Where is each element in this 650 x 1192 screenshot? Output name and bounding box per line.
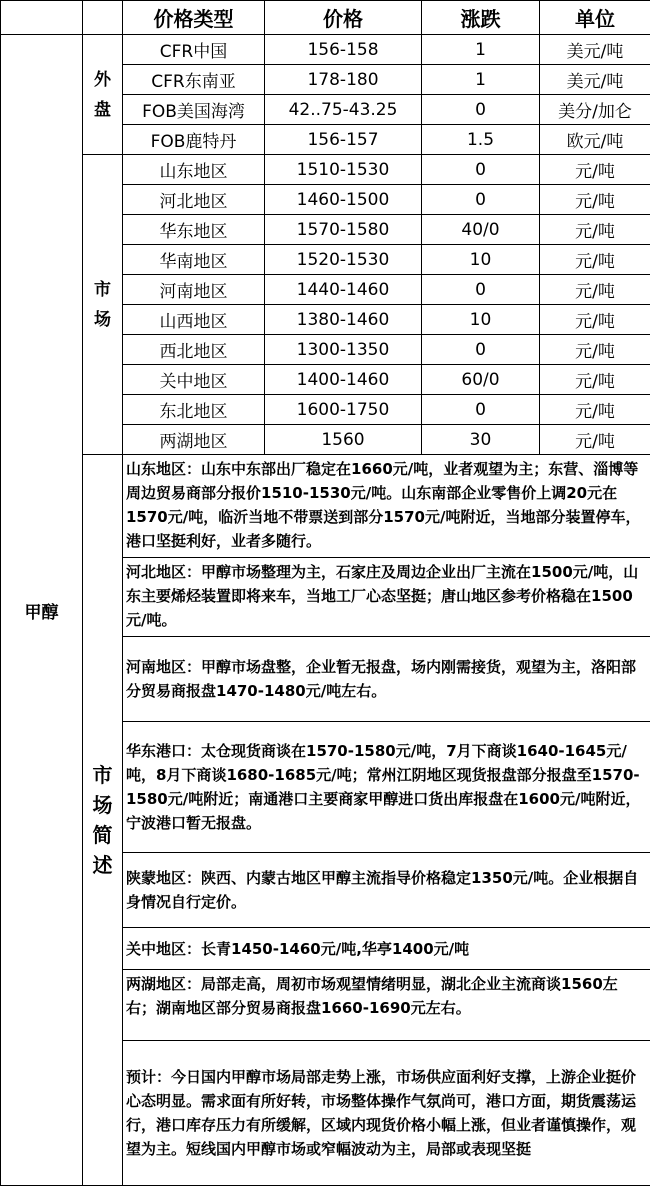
change-cell: 30 xyxy=(422,425,540,455)
price-cell: 1560 xyxy=(265,425,422,455)
change-cell: 60/0 xyxy=(422,365,540,395)
price-cell: 1510-1530 xyxy=(265,155,422,185)
note-henan: 河南地区：甲醇市场盘整，企业暂无报盘，场内刚需接货，观望为主，洛阳部分贸易商报盘1470-1480元/吨左右。 xyxy=(123,637,650,722)
change-cell: 0 xyxy=(422,395,540,425)
header-price: 价格 xyxy=(265,1,422,35)
price-cell: 1440-1460 xyxy=(265,275,422,305)
unit-cell: 美分/加仑 xyxy=(540,95,650,125)
change-cell: 0 xyxy=(422,95,540,125)
note-east-china-port: 华东港口：太仓现货商谈在1570-1580元/吨，7月下商谈1640-1645元/吨，8月下商谈1680-1685元/吨；常州江阴地区现货报盘部分报盘至1570-1580元/吨附近；南通港口主要商家甲醇进口货出库报盘在1600元/吨附近，宁波港口暂无报盘。 xyxy=(123,722,650,853)
region-cell: 西北地区 xyxy=(123,335,265,365)
change-cell: 10 xyxy=(422,245,540,275)
header-unit: 单位 xyxy=(540,1,650,35)
price-cell: 1520-1530 xyxy=(265,245,422,275)
region-cell: FOB鹿特丹 xyxy=(123,125,265,155)
unit-cell: 元/吨 xyxy=(540,215,650,245)
region-cell: FOB美国海湾 xyxy=(123,95,265,125)
region-cell: 华东地区 xyxy=(123,215,265,245)
change-cell: 0 xyxy=(422,155,540,185)
price-cell: 178-180 xyxy=(265,65,422,95)
note-guanzhong: 关中地区：长青1450-1460元/吨,华亭1400元/吨 xyxy=(123,928,650,970)
change-cell: 1.5 xyxy=(422,125,540,155)
header-type: 价格类型 xyxy=(123,1,265,35)
region-cell: 华南地区 xyxy=(123,245,265,275)
price-cell: 1380-1460 xyxy=(265,305,422,335)
region-cell: 东北地区 xyxy=(123,395,265,425)
region-cell: 山东地区 xyxy=(123,155,265,185)
change-cell: 0 xyxy=(422,185,540,215)
unit-cell: 美元/吨 xyxy=(540,65,650,95)
region-cell: 两湖地区 xyxy=(123,425,265,455)
price-cell: 156-158 xyxy=(265,35,422,65)
price-cell: 156-157 xyxy=(265,125,422,155)
unit-cell: 美元/吨 xyxy=(540,35,650,65)
note-shandong: 山东地区：山东中东部出厂稳定在1660元/吨，业者观望为主；东营、淄博等周边贸易商部分报价1510-1530元/吨。山东南部企业零售价上调20元在1570元/吨，临沂当地不带票送到部分1570元/吨附近，当地部分装置停车，港口坚挺利好，业者多随行。 xyxy=(123,455,650,558)
note-shaanxi-mongolia: 陕蒙地区：陕西、内蒙古地区甲醇主流指导价格稳定1350元/吨。企业根据自身情况自行定价。 xyxy=(123,853,650,928)
unit-cell: 元/吨 xyxy=(540,155,650,185)
price-cell: 42..75-43.25 xyxy=(265,95,422,125)
product-name: 甲醇 xyxy=(1,35,83,1186)
unit-cell: 元/吨 xyxy=(540,365,650,395)
change-cell: 40/0 xyxy=(422,215,540,245)
region-cell: 河南地区 xyxy=(123,275,265,305)
change-cell: 1 xyxy=(422,35,540,65)
change-cell: 0 xyxy=(422,335,540,365)
unit-cell: 元/吨 xyxy=(540,335,650,365)
price-cell: 1300-1350 xyxy=(265,335,422,365)
unit-cell: 元/吨 xyxy=(540,305,650,335)
unit-cell: 元/吨 xyxy=(540,275,650,305)
unit-cell: 元/吨 xyxy=(540,395,650,425)
header-change: 涨跌 xyxy=(422,1,540,35)
summary-label: 市场简述 xyxy=(83,455,123,1186)
price-cell: 1600-1750 xyxy=(265,395,422,425)
unit-cell: 元/吨 xyxy=(540,425,650,455)
change-cell: 0 xyxy=(422,275,540,305)
table-row xyxy=(1,35,650,65)
region-cell: 关中地区 xyxy=(123,365,265,395)
region-cell: CFR中国 xyxy=(123,35,265,65)
unit-cell: 欧元/吨 xyxy=(540,125,650,155)
region-cell: 山西地区 xyxy=(123,305,265,335)
region-cell: CFR东南亚 xyxy=(123,65,265,95)
price-cell: 1400-1460 xyxy=(265,365,422,395)
overseas-label: 外盘 xyxy=(83,35,123,155)
header-blank-cell xyxy=(83,1,123,35)
unit-cell: 元/吨 xyxy=(540,245,650,275)
price-cell: 1570-1580 xyxy=(265,215,422,245)
price-cell: 1460-1500 xyxy=(265,185,422,215)
note-hebei: 河北地区：甲醇市场整理为主，石家庄及周边企业出厂主流在1500元/吨，山东主要烯烃装置即将来车，当地工厂心态坚挺；唐山地区参考价格稳在1500元/吨。 xyxy=(123,558,650,637)
note-row xyxy=(1,455,650,558)
unit-cell: 元/吨 xyxy=(540,185,650,215)
note-forecast: 预计：今日国内甲醇市场局部走势上涨，市场供应面利好支撑，上游企业挺价心态明显。需求面有所好转，市场整体操作气氛尚可，港口方面，期货震荡运行，港口库存压力有所缓解，区域内现货价格小幅上涨，但业者谨慎操作，观望为主。短线国内甲醇市场或窄幅波动为主，局部或表现坚挺 xyxy=(123,1041,650,1186)
header-row xyxy=(1,1,650,35)
note-lianghu: 两湖地区：局部走高，周初市场观望情绪明显，湖北企业主流商谈1560左右；湖南地区部分贸易商报盘1660-1690元左右。 xyxy=(123,970,650,1041)
header-blank-cell xyxy=(1,1,83,35)
region-cell: 河北地区 xyxy=(123,185,265,215)
market-label: 市场 xyxy=(83,155,123,455)
change-cell: 1 xyxy=(422,65,540,95)
change-cell: 10 xyxy=(422,305,540,335)
table-row xyxy=(1,155,650,185)
